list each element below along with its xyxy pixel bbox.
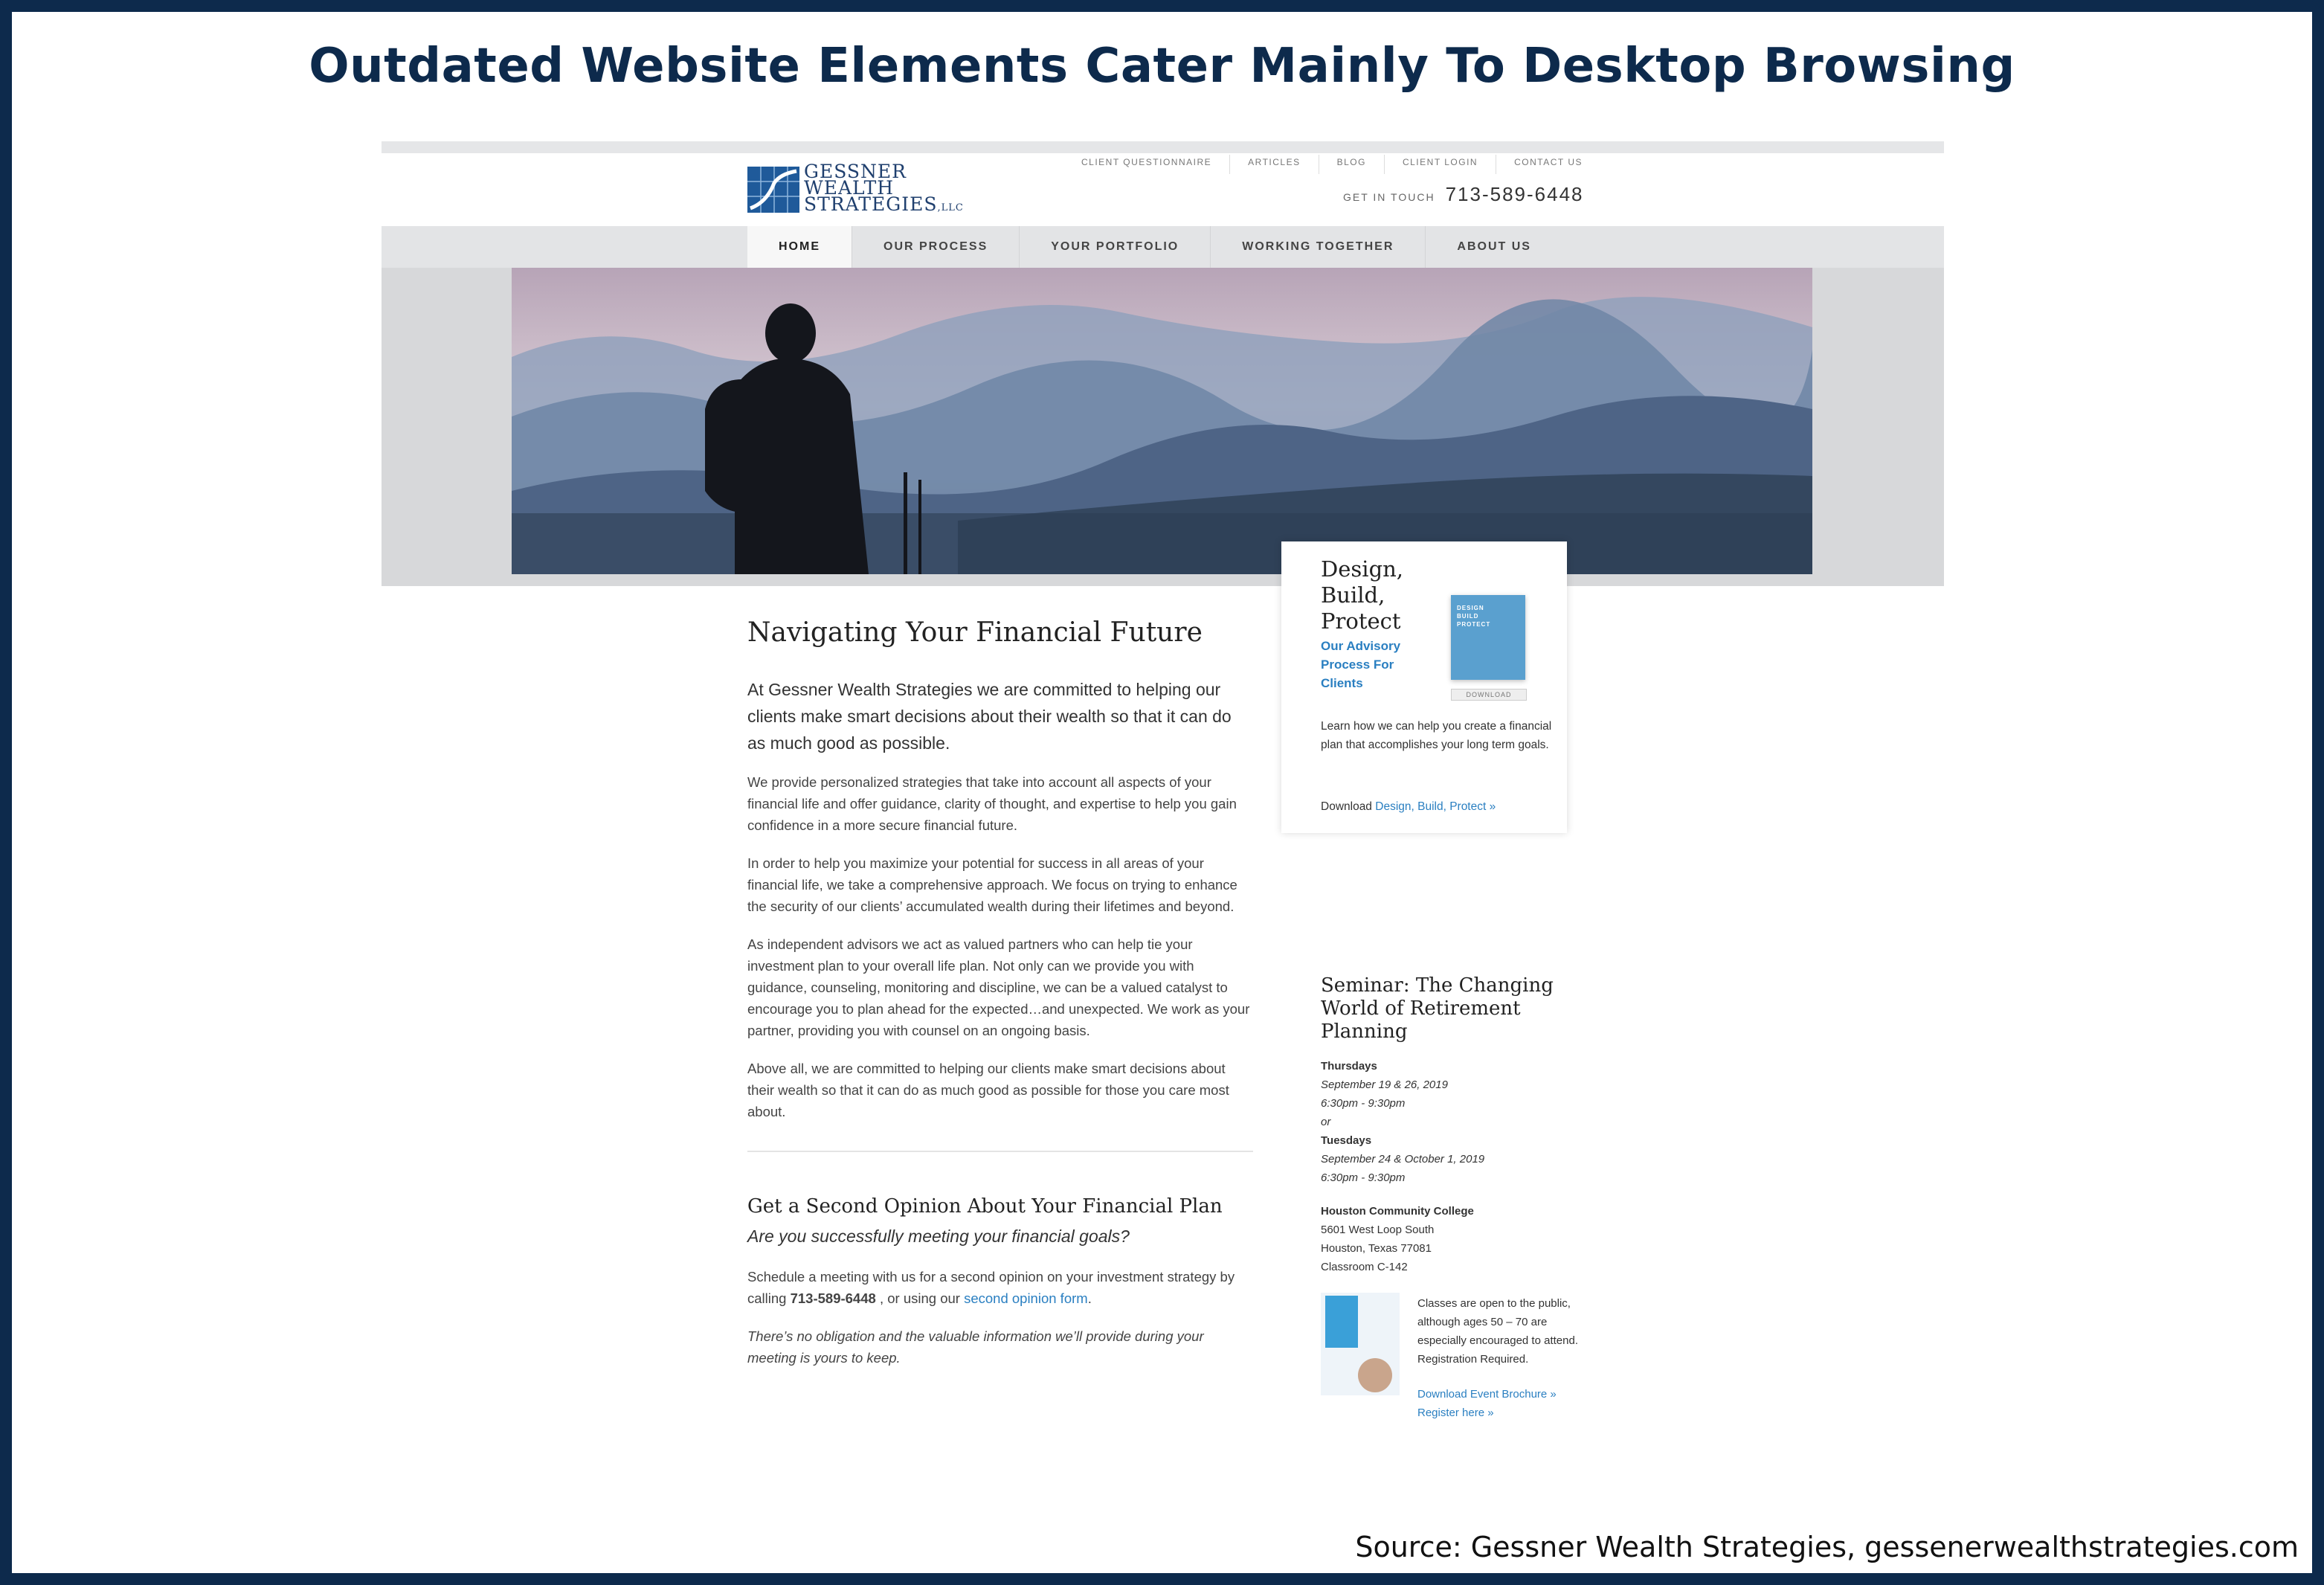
ebook-cover-line-3: PROTECT	[1457, 621, 1491, 628]
seminar-time-2: 6:30pm - 9:30pm	[1321, 1171, 1406, 1184]
ebook-cover-text	[1457, 604, 1490, 628]
card-title-line-3: Protect	[1321, 608, 1401, 634]
logo-suffix: ,LLC	[937, 202, 964, 213]
card-title-line-1: Design,	[1321, 556, 1404, 582]
classes-note: Classes are open to the public, although ages 50 – 70 are especially encouraged to attend. Registration Required.	[1417, 1297, 1578, 1366]
brochure-cover-strip	[1325, 1296, 1358, 1348]
paragraph-3: As independent advisors we act as valued partners who can help tie your investment plan to your overall life plan. Not only can we provide you with guidance, counseling, monitoring and discipline, we can be a valued catalyst to encourage you to plan ahead for the expected…and unexpected. We work as your partner, providing you with counsel on an ongoing basis.	[747, 936, 1250, 1038]
ebook-cover-line-2: BUILD	[1457, 613, 1479, 620]
nav-our-process[interactable]: OUR PROCESS	[852, 226, 1020, 268]
seminar-venue: Houston Community College	[1321, 1205, 1474, 1218]
register-link[interactable]: Register here »	[1417, 1406, 1494, 1419]
seminar-spacer	[1321, 1187, 1574, 1202]
seminar-side-text	[1417, 1294, 1581, 1422]
lead-paragraph: At Gessner Wealth Strategies we are committed to helping our clients make smart decisions about their wealth so that it can do as much good as possible.	[747, 680, 1232, 753]
second-opinion-form-link[interactable]: second opinion form	[964, 1290, 1088, 1306]
schedule-text-2: , or using our	[875, 1290, 965, 1306]
ebook-cover-line-1: DESIGN	[1457, 605, 1484, 611]
schedule-text-3: .	[1087, 1290, 1092, 1306]
logo-line-3	[804, 193, 964, 216]
card-download-line	[1321, 800, 1496, 814]
slide-headline: Outdated Website Elements Cater Mainly To Desktop Browsing	[309, 39, 2015, 94]
logo-line-2: WEALTH	[804, 177, 895, 199]
nav-home[interactable]: HOME	[747, 226, 852, 268]
card-body: Learn how we can help you create a financial plan that accomplishes your long term goals.	[1321, 720, 1552, 751]
seminar-day-2: Tuesdays	[1321, 1134, 1372, 1147]
second-opinion-question: Are you successfully meeting your financial goals?	[747, 1226, 1130, 1246]
utility-nav	[1063, 155, 1600, 174]
seminar-date-2: September 24 & October 1, 2019	[1321, 1153, 1485, 1166]
utility-link-blog[interactable]: BLOG	[1319, 155, 1385, 174]
paragraph-2: In order to help you maximize your potential for success in all areas of your financial life, we take a comprehensive approach. We focus on trying to enhance the security of our clients’ accumulated wealth during their lifetimes and beyond.	[747, 855, 1237, 914]
schedule-phone[interactable]: 713-589-6448	[790, 1290, 876, 1306]
brochure-photo	[1358, 1358, 1392, 1392]
card-download-prefix: Download	[1321, 800, 1376, 813]
main-content	[747, 617, 1253, 1385]
section-divider	[747, 1151, 1253, 1152]
logo-line-3-text: STRATEGIES	[804, 193, 938, 215]
seminar-address-2: Houston, Texas 77081	[1321, 1242, 1432, 1255]
hero-image	[512, 268, 1812, 574]
seminar-time-1: 6:30pm - 9:30pm	[1321, 1097, 1406, 1110]
design-build-protect-card	[1281, 541, 1567, 833]
header-phone[interactable]: 713-589-6448	[1445, 183, 1584, 205]
seminar-date-1: September 19 & 26, 2019	[1321, 1078, 1448, 1091]
seminar-side-spacer	[1417, 1369, 1581, 1385]
top-strip	[382, 141, 1944, 153]
logo-line-1: GESSNER	[804, 161, 907, 182]
utility-link-client-login[interactable]: CLIENT LOGIN	[1385, 155, 1496, 174]
nav-about-us[interactable]: ABOUT US	[1457, 240, 1531, 253]
paragraph-4: Above all, we are committed to helping our clients make smart decisions about their wealth so that it can do as much good as possible for those you care most about.	[747, 1061, 1229, 1119]
nav-your-portfolio[interactable]: YOUR PORTFOLIO	[1020, 226, 1211, 268]
schedule-text-1: Schedule a meeting with us for a second opinion on your investment strategy by calling	[747, 1269, 1235, 1306]
main-nav	[747, 226, 1562, 268]
card-subtitle: Our Advisory Process For Clients	[1321, 639, 1401, 690]
hero-mountain-illustration	[512, 268, 1812, 574]
utility-link-client-questionnaire[interactable]: CLIENT QUESTIONNAIRE	[1063, 155, 1230, 174]
seminar-address-3: Classroom C-142	[1321, 1261, 1408, 1273]
logo-chart-icon	[747, 167, 799, 213]
seminar-day-1: Thursdays	[1321, 1060, 1377, 1073]
get-in-touch-label: GET IN TOUCH	[1343, 191, 1435, 203]
brochure-download-link[interactable]: Download Event Brochure »	[1417, 1388, 1557, 1401]
ebook-download-button[interactable]: DOWNLOAD	[1451, 689, 1527, 701]
page-title: Navigating Your Financial Future	[747, 617, 1203, 648]
event-brochure-thumbnail[interactable]	[1321, 1293, 1400, 1395]
seminar-address-1: 5601 West Loop South	[1321, 1224, 1435, 1236]
website-screenshot	[382, 141, 1944, 1495]
seminar-title: Seminar: The Changing World of Retirement Planning	[1321, 974, 1554, 1043]
ebook-cover[interactable]	[1451, 595, 1525, 680]
card-title-line-2: Build,	[1321, 582, 1385, 608]
nav-working-together[interactable]: WORKING TOGETHER	[1211, 226, 1426, 268]
get-in-touch	[1343, 183, 1584, 206]
schedule-paragraph	[747, 1266, 1253, 1309]
seminar-section	[1321, 974, 1574, 1276]
logo-chart-graphic	[747, 167, 799, 213]
source-credit: Source: Gessner Wealth Strategies, gessenerwealthstrategies.com	[1355, 1531, 2299, 1563]
card-download-link[interactable]: Design, Build, Protect »	[1375, 800, 1496, 813]
second-opinion-title: Get a Second Opinion About Your Financial Plan	[747, 1195, 1223, 1218]
paragraph-1: We provide personalized strategies that take into account all aspects of your financial life and offer guidance, clarity of thought, and expertise to help you gain confidence in a more secure financial future.	[747, 774, 1237, 833]
logo-wordmark	[804, 161, 964, 216]
utility-link-articles[interactable]: ARTICLES	[1230, 155, 1319, 174]
seminar-or: or	[1321, 1116, 1331, 1128]
site-logo[interactable]	[747, 161, 971, 216]
no-obligation-note: There’s no obligation and the valuable information we’ll provide during your meeting is yours to keep.	[747, 1328, 1204, 1366]
utility-link-contact-us[interactable]: CONTACT US	[1514, 157, 1583, 167]
card-title	[1321, 556, 1403, 634]
